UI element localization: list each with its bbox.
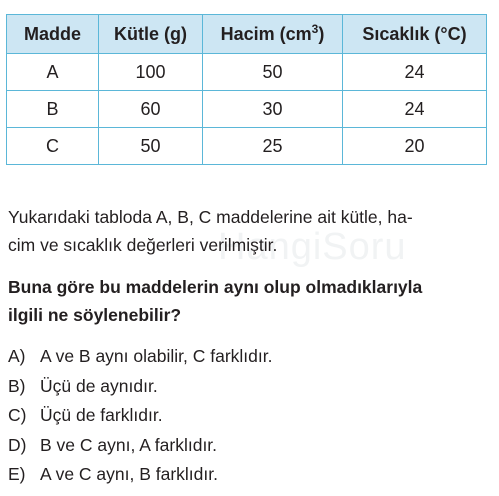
cell-kutle: 50 xyxy=(99,128,203,165)
header-hacim-close: ) xyxy=(318,23,325,44)
cell-sicaklik: 20 xyxy=(343,128,487,165)
option-text: Üçü de farklıdır. xyxy=(40,405,163,426)
table-row xyxy=(7,54,487,91)
header-sicaklik: Sıcaklık (°C) xyxy=(343,15,487,54)
cell-madde: B xyxy=(7,91,99,128)
question-stem xyxy=(8,203,494,259)
option-letter: A) xyxy=(8,346,26,367)
table-row xyxy=(7,91,487,128)
table-header-row xyxy=(7,15,487,54)
cell-madde: A xyxy=(7,54,99,91)
option-e[interactable] xyxy=(8,460,494,490)
option-letter: D) xyxy=(8,434,27,455)
prompt-line: ilgili ne söylenebilir? xyxy=(8,305,182,325)
watermark: HangiSoru xyxy=(218,226,407,268)
header-madde: Madde xyxy=(7,15,99,54)
cell-sicaklik: 24 xyxy=(343,54,487,91)
stem-line: cim ve sıcaklık değerleri verilmiştir. xyxy=(8,235,278,255)
data-table xyxy=(6,14,487,165)
cell-hacim: 50 xyxy=(203,54,343,91)
header-hacim-text: Hacim (cm xyxy=(220,23,312,44)
option-text: A ve B aynı olabilir, C farklıdır. xyxy=(40,346,273,367)
cell-kutle: 100 xyxy=(99,54,203,91)
option-a[interactable] xyxy=(8,342,494,372)
header-kutle: Kütle (g) xyxy=(99,15,203,54)
answer-options xyxy=(8,342,494,490)
prompt-line: Buna göre bu maddelerin aynı olup olmadıklarıyla xyxy=(8,277,423,297)
option-c[interactable] xyxy=(8,401,494,431)
cell-hacim: 30 xyxy=(203,91,343,128)
question-prompt xyxy=(8,273,496,329)
cell-sicaklik: 24 xyxy=(343,91,487,128)
table-row xyxy=(7,128,487,165)
cell-madde: C xyxy=(7,128,99,165)
option-letter: E) xyxy=(8,464,26,485)
option-b[interactable] xyxy=(8,372,494,402)
cell-kutle: 60 xyxy=(99,91,203,128)
option-text: Üçü de aynıdır. xyxy=(40,375,158,396)
option-text: B ve C aynı, A farklıdır. xyxy=(40,434,218,455)
header-hacim xyxy=(203,15,343,54)
stem-line: Yukarıdaki tabloda A, B, C maddelerine ait kütle, ha- xyxy=(8,207,413,227)
option-letter: B) xyxy=(8,375,26,396)
option-d[interactable] xyxy=(8,431,494,461)
option-letter: C) xyxy=(8,405,27,426)
header-hacim-exponent: 3 xyxy=(311,21,319,36)
cell-hacim: 25 xyxy=(203,128,343,165)
option-text: A ve C aynı, B farklıdır. xyxy=(40,464,218,485)
